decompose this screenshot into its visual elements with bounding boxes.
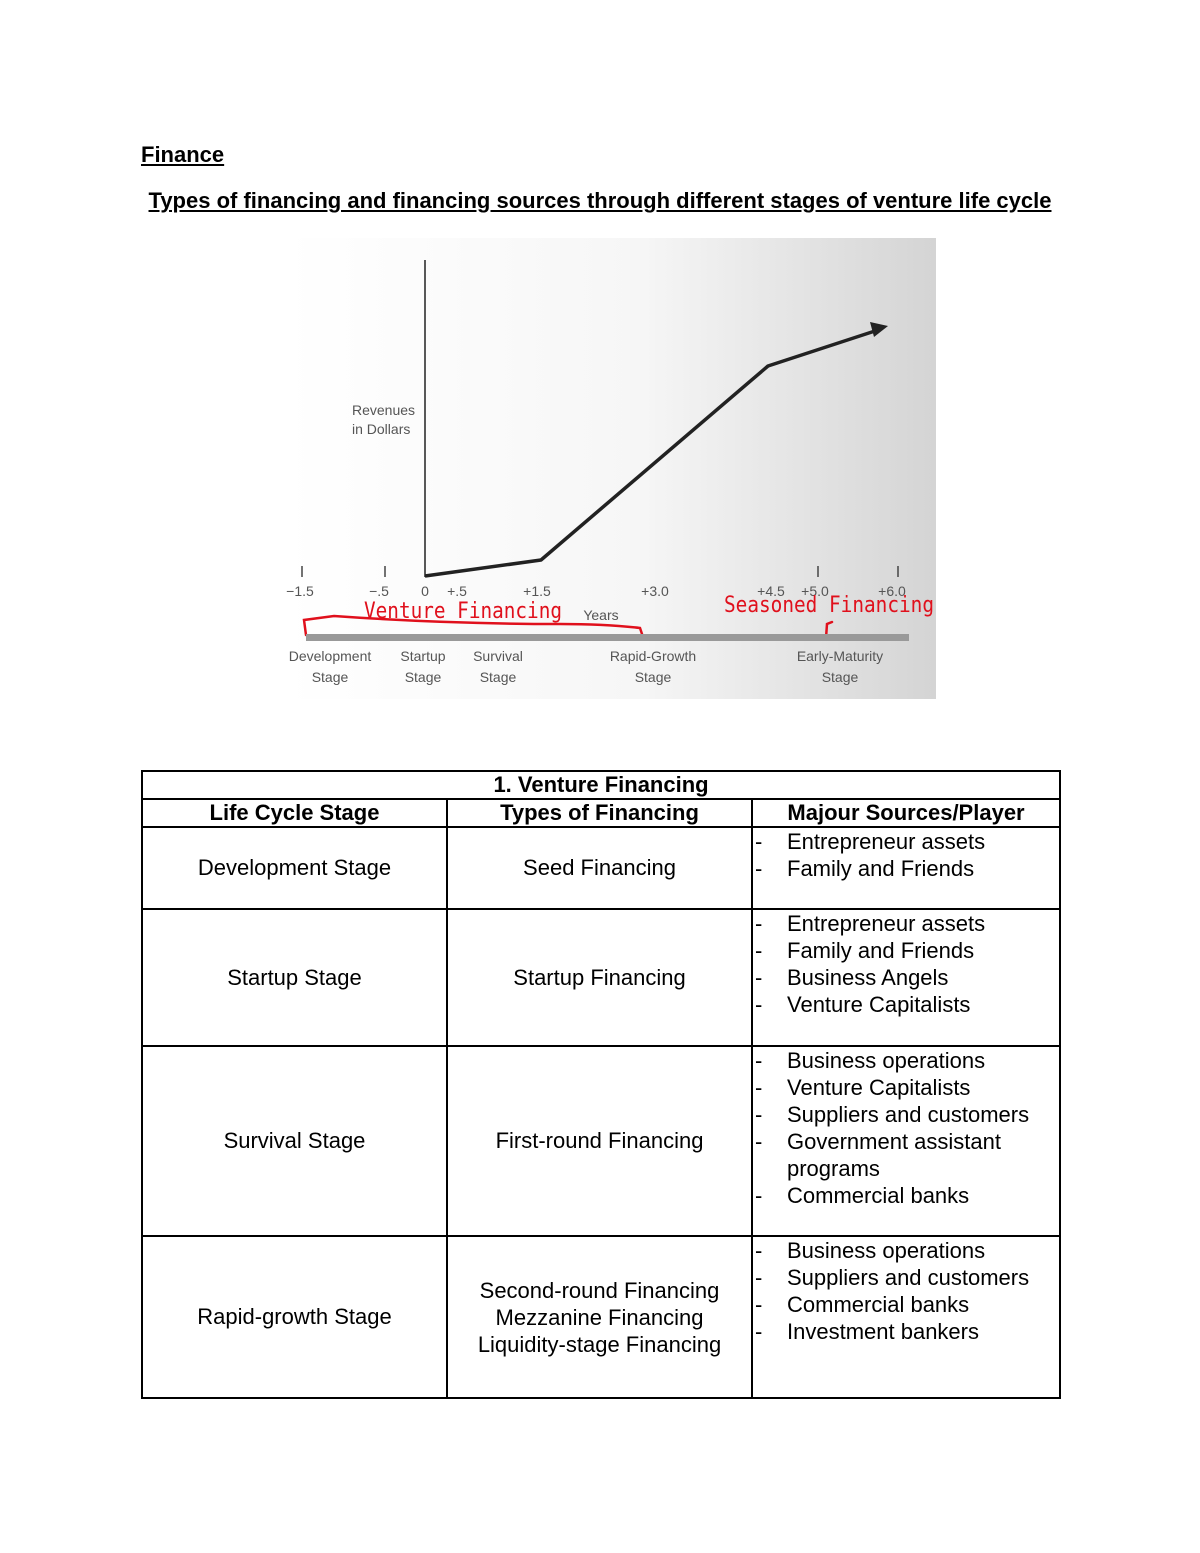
dash-bullet: - — [755, 1319, 763, 1344]
source-text: Family and Friends — [787, 856, 975, 881]
stage-label-survival: Survival — [473, 648, 523, 664]
tick-label: −1.5 — [286, 583, 314, 599]
source-item — [753, 855, 1059, 882]
sources-cell — [752, 1046, 1060, 1236]
stage-cell: Startup Stage — [142, 909, 447, 1046]
stage-label-startup: Stage — [404, 669, 442, 685]
source-text: Commercial banks — [787, 1183, 970, 1208]
source-text: Business Angels — [787, 965, 949, 990]
sources-cell — [752, 909, 1060, 1046]
table-title-row — [142, 771, 1060, 799]
source-text: Venture Capitalists — [787, 1075, 971, 1100]
y-axis-label-line2: in Dollars — [352, 421, 411, 437]
dash-bullet: - — [755, 1075, 763, 1100]
dash-bullet: - — [755, 1048, 763, 1073]
dash-bullet: - — [755, 856, 763, 881]
dash-bullet: - — [755, 911, 763, 936]
figure-background — [286, 238, 936, 699]
tick-label: +1.5 — [523, 583, 551, 599]
table-title: 1. Venture Financing — [142, 771, 1060, 799]
document-heading: Finance — [141, 142, 225, 167]
dash-bullet: - — [755, 1183, 763, 1208]
tick-label: +3.0 — [641, 583, 669, 599]
stage-label-development: Stage — [311, 669, 349, 685]
tick-label: +.5 — [447, 583, 467, 599]
column-header: Majour Sources/Player — [752, 799, 1060, 827]
tick-label: −.5 — [369, 583, 389, 599]
table-row — [142, 909, 1060, 1046]
document-subtitle: Types of financing and financing sources through different stages of venture life cycle — [148, 188, 1052, 213]
source-text: Entrepreneur assets — [787, 911, 986, 936]
financing-line: Liquidity-stage Financing — [477, 1331, 722, 1357]
source-text: Suppliers and customers — [787, 1265, 1030, 1290]
financing-cell: First-round Financing — [447, 1046, 752, 1236]
financing-line: Second-round Financing — [479, 1277, 720, 1303]
dash-bullet: - — [755, 965, 763, 990]
stage-label-rapid-growth: Rapid-Growth — [609, 648, 697, 664]
source-item — [753, 1318, 1059, 1345]
source-item — [753, 991, 1059, 1018]
dash-bullet: - — [755, 992, 763, 1017]
source-item — [753, 1291, 1059, 1318]
stage-cell: Rapid-growth Stage — [142, 1236, 447, 1398]
stage-cell: Survival Stage — [142, 1046, 447, 1236]
source-text: Government assistant programs — [787, 1129, 1001, 1181]
life-cycle-diagram — [286, 238, 936, 699]
table-row — [142, 1046, 1060, 1236]
source-text: Family and Friends — [787, 938, 975, 963]
source-item — [753, 1264, 1059, 1291]
life-cycle-figure — [286, 238, 936, 699]
source-item — [753, 937, 1059, 964]
sources-cell — [752, 827, 1060, 909]
stage-cell: Development Stage — [142, 827, 447, 909]
source-item — [753, 1074, 1059, 1101]
dash-bullet: - — [755, 829, 763, 854]
seasoned-financing-annotation: Seasoned Financing — [724, 593, 934, 618]
stage-label-early-maturity: Stage — [821, 669, 859, 685]
source-item — [753, 1101, 1059, 1128]
dash-bullet: - — [755, 1265, 763, 1290]
tick-label: +4.5 — [757, 583, 785, 599]
dash-bullet: - — [755, 1238, 763, 1263]
venture-financing-table — [141, 770, 1061, 1399]
stage-bar — [306, 634, 909, 641]
financing-cell — [447, 1236, 752, 1398]
column-header: Types of Financing — [447, 799, 752, 827]
source-item — [753, 1182, 1059, 1209]
stage-label-survival: Stage — [479, 669, 517, 685]
dash-bullet: - — [755, 1129, 763, 1154]
table-header-row — [142, 799, 1060, 827]
stage-label-early-maturity: Early-Maturity — [796, 648, 884, 664]
stage-label-startup: Startup — [400, 648, 446, 664]
source-text: Suppliers and customers — [787, 1102, 1030, 1127]
stage-label-development: Development — [288, 648, 372, 664]
column-header: Life Cycle Stage — [142, 799, 447, 827]
tick-label: +5.0 — [801, 583, 829, 599]
table-row — [142, 827, 1060, 909]
financing-line: Mezzanine Financing — [495, 1304, 704, 1330]
table-row — [142, 1236, 1060, 1398]
source-item — [753, 1128, 1059, 1182]
source-item — [753, 910, 1059, 937]
source-text: Venture Capitalists — [787, 992, 971, 1017]
financing-cell: Startup Financing — [447, 909, 752, 1046]
tick-label: +6.0 — [878, 583, 906, 599]
financing-cell: Seed Financing — [447, 827, 752, 909]
source-item — [753, 828, 1059, 855]
source-text: Investment bankers — [787, 1319, 979, 1344]
dash-bullet: - — [755, 938, 763, 963]
source-text: Commercial banks — [787, 1292, 970, 1317]
source-item — [753, 964, 1059, 991]
y-axis-label-line1: Revenues — [352, 402, 416, 418]
source-text: Business operations — [787, 1238, 986, 1263]
source-item — [753, 1047, 1059, 1074]
stage-label-rapid-growth: Stage — [634, 669, 672, 685]
tick-label: 0 — [421, 583, 429, 599]
dash-bullet: - — [755, 1292, 763, 1317]
dash-bullet: - — [755, 1102, 763, 1127]
x-axis-label: Years — [583, 607, 619, 623]
source-text: Entrepreneur assets — [787, 829, 986, 854]
sources-cell — [752, 1236, 1060, 1398]
source-text: Business operations — [787, 1048, 986, 1073]
venture-financing-annotation: Venture Financing — [364, 599, 562, 624]
source-item — [753, 1237, 1059, 1264]
